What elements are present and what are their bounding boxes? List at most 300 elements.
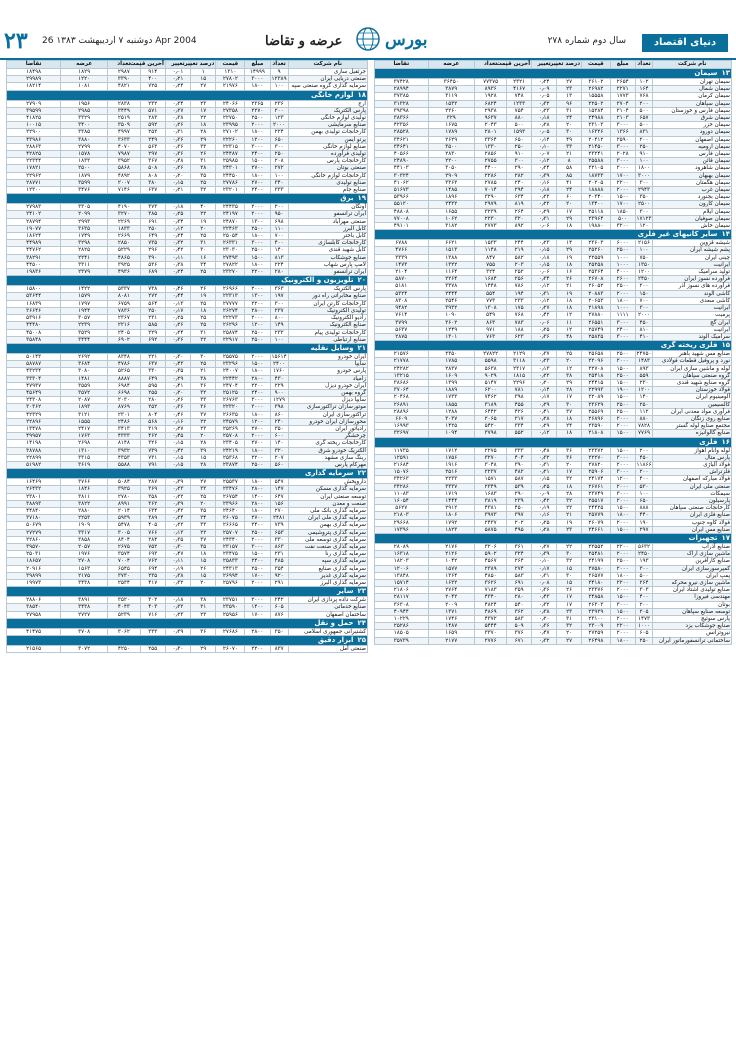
table-cell: ۴۲۳۲۹ xyxy=(7,411,61,418)
table-cell: ۳۲۴ xyxy=(507,551,532,558)
table-cell: ۱۳۸۸ xyxy=(428,254,474,261)
company-name: سرمایه گذاری توسعه ملی xyxy=(288,536,367,543)
table-cell: ۲۶۴ xyxy=(635,580,653,587)
table-cell: ۷۵۵ xyxy=(475,261,507,268)
table-cell: ۳۰ xyxy=(557,551,582,558)
table-cell: ۰٫۱۲ xyxy=(532,297,557,304)
table-row xyxy=(375,401,732,408)
table-cell: ۲۱ xyxy=(191,604,216,611)
table-cell: ۸۱۴۸ xyxy=(108,440,140,447)
company-name: صنایع آذرآب xyxy=(653,543,732,550)
table-cell: ۲۵۸۷۴ xyxy=(216,329,245,336)
table-cell: ۲۳۷۵۱ xyxy=(216,597,245,604)
table-cell: ۱۸ xyxy=(191,122,216,129)
table-cell: ۱۸۰۰ xyxy=(245,83,270,90)
table-cell: ۴۹۱۰۱ xyxy=(375,223,429,230)
table-cell: ۳۳۶۴ xyxy=(475,136,507,143)
table-cell: ۳۶۲ xyxy=(140,500,165,507)
table-row xyxy=(7,315,368,322)
company-name: صنایع جوشکاب xyxy=(288,254,367,261)
table-row xyxy=(375,483,732,490)
table-cell: ۳۰۰۰ xyxy=(610,319,635,326)
company-name: زامیاد xyxy=(288,375,367,382)
table-cell: ۰٫۲۰ xyxy=(165,389,190,396)
company-name: کاشی سعدی xyxy=(653,297,732,304)
table-cell: ۵۶۳۲ xyxy=(635,543,653,550)
table-row xyxy=(375,165,732,172)
table-cell: ۲۸۷۵ xyxy=(375,333,429,340)
company-name: چرخشگر xyxy=(288,433,367,440)
table-cell: ۰٫۱۶ xyxy=(532,512,557,519)
table-cell: ۲۰۰۰ xyxy=(610,165,635,172)
table-cell: ۰٫۰۵ xyxy=(532,93,557,100)
table-cell: ۷۸۲۸ xyxy=(635,423,653,430)
table-cell: ۲۰۰۰ xyxy=(610,565,635,572)
table-cell: ۲۲ xyxy=(557,505,582,512)
table-cell: ۲۲۴ xyxy=(270,261,288,268)
table-cell: ۶۷۸۸ xyxy=(375,240,429,247)
table-cell: ۲۶۲۹۶ xyxy=(216,322,245,329)
table-cell: ۲۵۱۶ xyxy=(428,469,474,476)
table-cell: ۱۹۳ xyxy=(635,558,653,565)
table-cell: ۳۴۲۶۳ xyxy=(375,476,429,483)
table-cell: ۲۷۰۰ xyxy=(245,179,270,186)
table-cell: ۱۰۰ xyxy=(635,158,653,165)
table-cell: ۱۳۰۸ xyxy=(475,305,507,312)
table-cell: ۳۳۰ xyxy=(270,536,288,543)
sector-number: ۱۶ xyxy=(721,437,730,446)
table-cell: ۱۲۸۸ xyxy=(428,408,474,415)
table-cell: ۲۷۰۴ xyxy=(610,100,635,107)
table-cell: ۲۴۵۷۹ xyxy=(216,418,245,425)
table-cell: ۲۷۰۰ xyxy=(245,515,270,522)
table-cell: ۲۰۰۰ xyxy=(610,630,635,637)
table-cell: ۲۸ xyxy=(191,461,216,468)
table-cell: ۲۴۸۵۸ xyxy=(582,594,611,601)
company-name: شیشه قزوین xyxy=(653,240,732,247)
table-row xyxy=(7,529,368,536)
table-cell: ۲۶۷۰۸ xyxy=(582,276,611,283)
table-cell: ۲۵۰۰ xyxy=(245,115,270,122)
table-cell: ۲۹۴۳ xyxy=(635,187,653,194)
table-cell: ۲۴۰۶۶ xyxy=(216,100,245,107)
sector-title: لوازم خانگی xyxy=(310,90,354,99)
table-cell: ۴۸۲ xyxy=(507,469,532,476)
table-row xyxy=(7,247,368,254)
table-cell: ۹۲۰ xyxy=(270,572,288,579)
table-cell: ۱۸۰۰ xyxy=(635,165,653,172)
table-row xyxy=(375,476,732,483)
table-cell: ۱۸۰۰ xyxy=(610,572,635,579)
table-cell: ۰٫۲۷ xyxy=(532,543,557,550)
table-row xyxy=(7,122,368,129)
table-cell: ۱۵۰۰ xyxy=(610,608,635,615)
table-cell: ۹۰۰ xyxy=(270,389,288,396)
table-cell: ۲۱۵۶۵ xyxy=(7,646,61,653)
table-cell: ۵۴۷ xyxy=(270,479,288,486)
table-cell: ۱۲۳ xyxy=(270,115,288,122)
table-cell: ۲۲۲۷۰ xyxy=(582,454,611,461)
table-cell: ۱۵۰۰ xyxy=(610,430,635,437)
table-cell: ۲۳۴۰۵ xyxy=(216,440,245,447)
company-name: کابل البرز xyxy=(288,225,367,232)
table-cell: ۲۳۷۴۹ xyxy=(582,490,611,497)
table-cell: ۳۸۹۱ xyxy=(61,597,108,604)
table-cell: ۳۴۶۲۱ xyxy=(375,136,429,143)
company-name: صنایع کارآفرین xyxy=(653,558,732,565)
table-cell: ۳۴۳۸ xyxy=(61,604,108,611)
table-cell: ۶۹۱ xyxy=(507,580,532,587)
company-name: آونگان xyxy=(288,204,367,211)
table-cell: ۲۶۸۹۶ xyxy=(582,415,611,422)
table-row xyxy=(375,254,732,261)
table-cell: ۲۰۳۰ xyxy=(108,397,140,404)
table-cell: ۴۱۰۶۲ xyxy=(375,179,429,186)
section-subtitle: عرضه و تقاضا xyxy=(265,34,343,49)
table-cell: ۸۶۳ xyxy=(475,319,507,326)
table-cell: ۳۴۴۹ xyxy=(108,107,140,114)
company-name: کارخانجات پارس xyxy=(288,158,367,165)
table-cell: ۹۱۰ xyxy=(507,151,532,158)
table-cell: ۱۸۰۰ xyxy=(245,233,270,240)
table-cell: ۲۵۰۰ xyxy=(610,408,635,415)
table-cell: ۰٫۳۶ xyxy=(532,623,557,630)
column-header: درصد تغییر xyxy=(184,61,215,68)
table-cell: ۳۱ xyxy=(191,158,216,165)
table-cell: ۳۰۲ xyxy=(140,597,165,604)
table-cell: ۲۰۷ xyxy=(270,454,288,461)
table-cell: ۴۹۹۵۷ xyxy=(7,433,61,440)
table-cell: ۰٫۰۸ xyxy=(532,580,557,587)
table-cell: ۱۲۰۰ xyxy=(245,322,270,329)
table-cell: ۱۳۰۱ xyxy=(428,333,474,340)
table-cell: ۱۷ xyxy=(557,394,582,401)
table-cell: ۲۹۹۸۹ xyxy=(7,76,61,83)
table-cell: ۲۱۲۹ xyxy=(507,351,532,358)
table-cell: ۳۴۳۸ xyxy=(61,580,108,587)
company-name: کاشی الوند xyxy=(653,290,732,297)
table-cell: ۱۷۹۷ xyxy=(61,300,108,307)
table-cell: ۸۸۸۷ xyxy=(108,375,140,382)
table-cell: ۳۳۱۷ xyxy=(61,529,108,536)
table-cell: ۰٫۲۸ xyxy=(532,526,557,533)
table-row xyxy=(7,254,368,261)
table-cell: ۱۳۱۰ xyxy=(61,447,108,454)
table-cell: ۱۹۷ xyxy=(270,293,288,300)
table-cell: ۱۵۰۰ xyxy=(610,505,635,512)
table-cell: ۴۴۹۸۹ xyxy=(7,240,61,247)
table-cell: ۱۷۸۲۱ xyxy=(7,165,61,172)
table-cell: ۳۰۰۰ xyxy=(610,469,635,476)
sector-header xyxy=(7,587,368,597)
table-cell: ۲۱۸۰۳ xyxy=(375,512,429,519)
sector-title: ابزار دقیق xyxy=(317,636,354,645)
table-cell: ۳۸۱۱ xyxy=(61,493,108,500)
table-cell: ۲۶۵۵۱ xyxy=(582,319,611,326)
table-cell: ۲۷۸۵ xyxy=(475,179,507,186)
table-cell: ۵۰۰ xyxy=(610,215,635,222)
table-cell: ۲۶۷۶۳ xyxy=(216,397,245,404)
table-cell: ۶۵۰ xyxy=(507,136,532,143)
issue-label: سال دوم شماره ۲۷۸ xyxy=(547,36,626,46)
table-cell: ۳۸۵۴۰ xyxy=(7,604,61,611)
table-cell: ۰٫۳۶ xyxy=(165,151,190,158)
table-cell: ۶۳۴ xyxy=(507,194,532,201)
table-cell: ۲۹۳۸ xyxy=(475,107,507,114)
table-cell: ۳۹۳۲ xyxy=(428,305,474,312)
table-cell: ۸۰۸ xyxy=(140,172,165,179)
table-cell: ۲۸۱۱۷ xyxy=(375,594,429,601)
table-cell: ۲۶۶۳۵ xyxy=(216,411,245,418)
company-name: تولیدی الکترونیک xyxy=(288,307,367,314)
company-name: سیمان هگمتان xyxy=(653,179,732,186)
table-cell: ۰٫۳۷ xyxy=(532,351,557,358)
table-cell: ۳۸۸۹۳ xyxy=(7,500,61,507)
table-cell: ۳۱ xyxy=(557,616,582,623)
table-cell: ۲۵۷۰۷ xyxy=(216,529,245,536)
table-cell: ۳۶ xyxy=(191,404,216,411)
table-row xyxy=(7,69,368,76)
table-cell: ۲۵۹۸۵ xyxy=(216,158,245,165)
table-cell: ۲۴۸۹۰ xyxy=(375,158,429,165)
table-cell: ۳۱۱۹ xyxy=(428,93,474,100)
table-cell: ۱۹۴ xyxy=(507,290,532,297)
table-cell: ۲۸۸۰۶ xyxy=(7,597,61,604)
table-cell: ۲۴۴ xyxy=(507,240,532,247)
table-cell: ۲۱۵۶ xyxy=(635,240,653,247)
table-cell: ۸ xyxy=(557,158,582,165)
table-cell: ۱۴۷ xyxy=(270,486,288,493)
company-name: صنایع خدماتی xyxy=(288,604,367,611)
table-cell: ۱۹۲۸ xyxy=(475,93,507,100)
table-cell: ۳۵۹۹ xyxy=(61,179,108,186)
table-cell: ۷۰۰ xyxy=(635,297,653,304)
table-cell: ۲۵۹۰۶ xyxy=(582,469,611,476)
table-cell: ۲۰۶۵۳ xyxy=(582,297,611,304)
table-cell: ۳۹۵۷۰ xyxy=(7,543,61,550)
table-cell: ۱۹ xyxy=(191,218,216,225)
table-cell: ۱۸۰۰ xyxy=(245,129,270,136)
table-cell: ۱۷۱۲۳ xyxy=(636,215,652,222)
table-cell: ۲۶۶۶۵ xyxy=(216,522,245,529)
table-cell: ۱۶۷۵ xyxy=(428,122,474,129)
table-cell: ۴۰۴ xyxy=(507,454,532,461)
company-name: صنایع جوشکاب یزد xyxy=(653,623,732,630)
table-cell: ۳۱ xyxy=(557,107,582,114)
table-cell: ۱۰۹۰ xyxy=(428,312,474,319)
table-cell: ۰٫۲۵ xyxy=(532,519,557,526)
table-cell: ۱۲۷۹ xyxy=(270,397,288,404)
table-cell: ۱۲۵۹۱ xyxy=(375,454,429,461)
table-cell: ۱۵۱۳ xyxy=(428,247,474,254)
table-row xyxy=(375,551,732,558)
company-name: لوله وانام اهواز xyxy=(653,447,732,454)
table-cell: ۵۳۰ xyxy=(635,483,653,490)
table-cell: ۳۶۳۵ xyxy=(61,225,108,232)
table-cell: ۰٫۰۶ xyxy=(532,223,557,230)
table-cell: ۰٫۴۷ xyxy=(532,630,557,637)
table-row xyxy=(375,172,732,179)
table-cell: ۲۸۵۰ xyxy=(108,240,140,247)
table-cell: ۲۸۰۱ xyxy=(475,129,507,136)
table-cell: ۳۷۳ xyxy=(140,204,165,211)
table-cell: ۲۴۰۰ xyxy=(245,187,270,194)
table-cell: ۳۲۹۰ xyxy=(475,194,507,201)
table-cell: ۲۴۴۸۷ xyxy=(216,151,245,158)
table-row xyxy=(7,240,368,247)
table-cell: ۳۸ xyxy=(191,375,216,382)
table-cell: ۲۳۲۴۱ xyxy=(582,151,611,158)
company-name: سیمان قائن xyxy=(653,158,732,165)
company-name: کالسیمین xyxy=(653,401,732,408)
column-header: قیمت xyxy=(582,61,611,69)
table-cell: ۳۵۰۹ xyxy=(108,122,140,129)
table-cell: ۱۷۸۵ xyxy=(428,358,474,365)
table-cell: ۳۶۹ xyxy=(140,486,165,493)
table-cell: ۲۲۴۶۳ xyxy=(216,225,245,232)
table-cell: ۱۸ xyxy=(557,415,582,422)
table-cell: ۲۴۷۰۴ xyxy=(216,382,245,389)
table-cell: ۳۰ xyxy=(191,353,216,360)
table-cell: ۰٫۰۹ xyxy=(532,86,557,93)
table-row xyxy=(7,418,368,425)
table-cell: ۰٫۴۲ xyxy=(532,497,557,504)
company-name: مجتمع صنایع لوله گستر xyxy=(653,423,732,430)
table-cell: ۳۵ xyxy=(191,543,216,550)
table-row xyxy=(375,247,732,254)
table-cell: ۳۱۲۱ xyxy=(61,411,108,418)
table-cell: ۷۳۹ xyxy=(270,522,288,529)
table-cell: ۱۴۲۲ xyxy=(61,286,108,293)
table-cell: ۱۵۰۰ xyxy=(610,394,635,401)
table-cell: ۲۵۷۷۹ xyxy=(582,512,611,519)
table-cell: ۱۹۹۷۳ xyxy=(7,580,61,587)
table-cell: ۲۶۰۵۲ xyxy=(582,283,611,290)
table-cell: ۲۵ xyxy=(191,493,216,500)
table-row xyxy=(375,129,732,136)
table-cell: ۵۹۵ xyxy=(140,382,165,389)
table-cell: ۱۵ xyxy=(191,558,216,565)
table-cell: ۴۰ xyxy=(191,204,216,211)
table-cell: ۸۱۰ xyxy=(635,326,653,333)
table-cell: ۰٫۲۴ xyxy=(532,165,557,172)
table-cell: ۳۲ xyxy=(557,623,582,630)
table-cell: ۱۸ xyxy=(557,223,582,230)
table-cell: ۳۵۸۴۸ xyxy=(7,336,61,343)
company-name: رادیاتور ایران xyxy=(288,425,367,432)
table-cell: ۲۴۰۵ xyxy=(108,329,140,336)
table-cell: ۳۶۱ xyxy=(507,543,532,550)
table-cell: ۵۸ xyxy=(557,165,582,172)
table-row xyxy=(7,172,368,179)
table-cell: ۵۹۰۲ xyxy=(475,551,507,558)
table-row xyxy=(7,83,368,90)
company-name: سرمایه گذاری صنایع xyxy=(288,565,367,572)
table-cell: ۱۵۵۵ xyxy=(61,418,108,425)
company-name: سرمایه گذاری رنا xyxy=(288,551,367,558)
table-cell: ۱۸۵۰ xyxy=(610,208,635,215)
table-cell: ۰٫۴۱ xyxy=(165,382,190,389)
table-cell: ۱۱۱۱ xyxy=(610,312,635,319)
table-cell: ۱۶ xyxy=(557,269,582,276)
table-cell: ۲۱ xyxy=(557,151,582,158)
table-cell: ۳۷۹۹ xyxy=(375,319,429,326)
table-cell: ۱۵۳۳ xyxy=(475,240,507,247)
table-cell: ۰٫۳۶ xyxy=(165,143,190,150)
table-cell: ۸۵ xyxy=(557,172,582,179)
table-cell: ۲۵۲۶۰ xyxy=(582,247,611,254)
sector-title: وسایل نقلیه xyxy=(310,343,354,352)
table-cell: ۱۸ xyxy=(191,307,216,314)
table-cell: ۲۱۵۷۶ xyxy=(375,351,429,358)
table-cell: ۲۳۴۷۶ xyxy=(216,486,245,493)
table-cell: ۵۸۷۰ xyxy=(375,276,429,283)
table-cell: ۳۲ xyxy=(557,558,582,565)
sector-title: برق xyxy=(340,194,354,203)
table-cell: ۱۴۱۹۸ xyxy=(7,440,61,447)
table-cell: ۰٫۲۳ xyxy=(532,358,557,365)
table-row xyxy=(7,158,368,165)
table-cell: ۸۶۰ xyxy=(270,411,288,418)
table-row xyxy=(375,616,732,623)
table-cell: ۲۸ xyxy=(191,129,216,136)
table-cell: ۳۶۱۰۲ xyxy=(582,79,611,86)
table-cell: ۱۰۰۱۵ xyxy=(7,122,61,129)
table-cell: ۰٫۳۹ xyxy=(165,500,190,507)
table-cell: ۹ xyxy=(270,69,288,76)
company-name: ایران خودرو xyxy=(288,353,367,360)
table-cell: ۲۴۰۰ xyxy=(245,558,270,565)
table-cell: ۳۳۰ xyxy=(140,368,165,375)
table-cell: ۲۲۸۹۹ xyxy=(7,454,61,461)
company-name: سرمایه گذاری بانک ملی xyxy=(288,507,367,514)
table-cell: ۳۰ xyxy=(557,129,582,136)
table-cell: ۱۴۲۵ xyxy=(428,423,474,430)
table-cell: ۴۰۴۳ xyxy=(108,604,140,611)
table-cell: ۲۷۵۵ xyxy=(475,158,507,165)
table-cell: ۲۴۰۰۷ xyxy=(216,368,245,375)
table-row xyxy=(7,107,368,114)
sector-title: سایر کانیهای غیر فلزی xyxy=(637,230,718,239)
table-cell: ۳۳ xyxy=(191,486,216,493)
table-cell: ۲۵۰۰ xyxy=(610,247,635,254)
table-cell: ۲۲۳۴۴ xyxy=(7,158,61,165)
table-cell: ۱۹۰۹ xyxy=(61,522,108,529)
company-name: بوتان xyxy=(653,601,732,608)
company-name: سرمایه گذاری غدیر xyxy=(288,572,367,579)
company-name: پارسیلون xyxy=(653,497,732,504)
company-name: مهندسی فیروزا xyxy=(653,594,732,601)
table-cell: ۱۸۲۰۳ xyxy=(375,558,429,565)
company-name: پارس سوئیچ xyxy=(653,616,732,623)
table-cell: ۱۸۰۰ xyxy=(610,512,635,519)
table-cell: ۳۰۰۰ xyxy=(245,143,270,150)
table-cell: ۲۶۸۹۱ xyxy=(375,401,429,408)
sector-header xyxy=(375,437,732,447)
table-cell: ۴۰۰ xyxy=(635,476,653,483)
company-name: سیمکات xyxy=(653,490,732,497)
table-cell: ۲۳۴۷۵ xyxy=(216,551,245,558)
company-name: صنایع الکترونیک xyxy=(288,322,367,329)
table-row xyxy=(375,122,732,129)
table-cell: ۲۸۳۰ xyxy=(428,151,474,158)
table-cell: ۳۳۳۰۴ xyxy=(7,375,61,382)
table-cell: ۰٫۰۹ xyxy=(532,490,557,497)
table-row xyxy=(375,447,732,454)
company-name: سیمان شاهرود xyxy=(653,165,732,172)
table-cell: ۲۰۰ xyxy=(635,447,653,454)
table-cell: ۲۳۲۱ xyxy=(507,79,532,86)
